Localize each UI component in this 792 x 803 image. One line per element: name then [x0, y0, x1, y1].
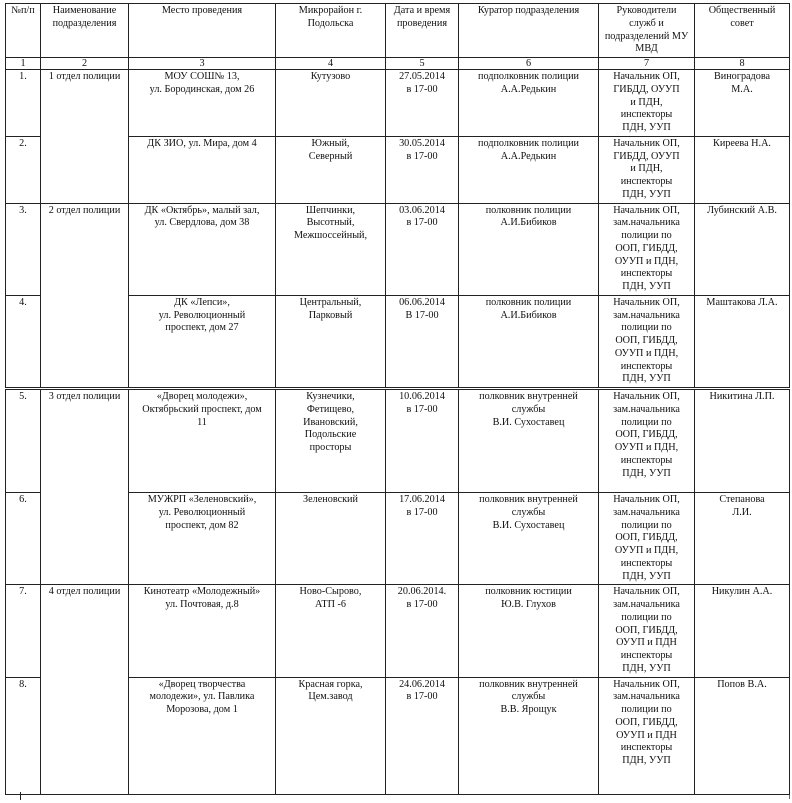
cell-line: 10.06.2014 — [399, 391, 445, 402]
cell-line: полиции по — [621, 230, 672, 241]
cell-line: просторы — [309, 442, 352, 453]
cell-line: инспекторы — [620, 176, 673, 187]
cell-line: полковник внутренней — [479, 678, 578, 690]
cell-line: ООП, ГИБДД, — [615, 429, 678, 441]
district-cell — [276, 389, 386, 493]
cell-line: 06.06.2014 — [399, 296, 445, 308]
cell-line: молодежи», ул. Павлика — [149, 691, 255, 703]
row-number: 6. — [6, 493, 41, 585]
cell-line: ПДН, УУП — [622, 662, 671, 674]
cell-line: инспекторы — [620, 650, 673, 661]
place-cell — [129, 136, 276, 203]
cell-line: полковник внутренней — [479, 494, 578, 505]
cell-line: полиции по — [621, 416, 672, 428]
cell-line: Фетищево, — [306, 403, 355, 415]
cell-line: 03.06.2014 — [399, 204, 445, 216]
council-cell — [695, 70, 790, 137]
cell-line: А.И.Бибиков — [500, 309, 557, 321]
district-cell — [276, 70, 386, 137]
cell-line: ООП, ГИБДД, — [615, 242, 678, 254]
cell-line: ул. Свердлова, дом 38 — [154, 217, 250, 229]
cell-line: Начальник ОП, — [613, 71, 680, 82]
curator-cell — [459, 389, 599, 493]
cell-line: Межшоссейный, — [293, 230, 368, 241]
cell-line: подполковник полиции — [478, 71, 579, 82]
cell-line: и ПДН, — [630, 163, 663, 175]
cell-line: ПДН, УУП — [622, 755, 671, 766]
cell-line: полиции по — [621, 519, 672, 531]
cell-line: Ивановский, — [303, 416, 358, 428]
table-row — [6, 203, 790, 295]
cell-line: Никулин А.А. — [711, 586, 773, 598]
cell-line: в 17-00 — [406, 83, 438, 95]
events-table — [5, 3, 790, 795]
unit-cell: 3 отдел полиции — [41, 389, 129, 585]
district-cell — [276, 203, 386, 295]
cell-line: МОУ СОШ№ 13, — [164, 71, 240, 82]
district-cell — [276, 295, 386, 388]
row-number: 7. — [6, 585, 41, 677]
column-numbers-row — [6, 58, 790, 70]
cell-line: «Дворец творчества — [158, 678, 246, 690]
leaders-cell — [599, 389, 695, 493]
row-number: 5. — [6, 389, 41, 493]
cell-line: А.А.Редькин — [500, 83, 557, 95]
cell-line: инспекторы — [620, 360, 673, 372]
cell-line: проспект, дом 82 — [165, 519, 239, 531]
place-cell — [129, 389, 276, 493]
cell-line: «Дворец молодежи», — [156, 391, 248, 402]
cell-line: службы — [511, 691, 546, 703]
cell-line: Цем.завод — [308, 691, 353, 703]
leaders-cell — [599, 677, 695, 794]
council-cell — [695, 493, 790, 585]
cell-line: зам.начальника — [613, 217, 680, 229]
leaders-cell — [599, 136, 695, 203]
cell-line: службы — [511, 403, 546, 415]
curator-cell — [459, 677, 599, 794]
cell-line: А.А.Редькин — [500, 150, 557, 162]
cell-line: полиции по — [621, 322, 672, 334]
cell-line: службы — [511, 506, 546, 518]
cell-line: ДК «Лепси», — [174, 296, 230, 308]
cell-line: Ю.В. Глухов — [501, 599, 556, 610]
cell-line: ОУУП и ПДН, — [614, 442, 679, 453]
table-row — [6, 389, 790, 493]
cell-line: полиции по — [621, 704, 672, 715]
cell-line: Попов В.А. — [717, 678, 767, 690]
row-number: 2. — [6, 136, 41, 203]
cell-line: ООП, ГИБДД, — [615, 532, 678, 544]
cell-line: в 17-00 — [406, 150, 438, 162]
row-number: 3. — [6, 203, 41, 295]
district-cell — [276, 677, 386, 794]
unit-cell: 1 отдел полиции — [41, 70, 129, 204]
cell-line: полковник полиции — [485, 296, 572, 308]
curator-cell — [459, 136, 599, 203]
place-cell — [129, 295, 276, 388]
column-number: 7 — [599, 58, 695, 70]
cell-line: полковник юстиции — [485, 586, 572, 598]
cell-line: в 17-00 — [406, 403, 438, 415]
cell-line: ул. Бородинская, дом 26 — [149, 83, 255, 95]
council-cell — [695, 677, 790, 794]
cell-line: В 17-00 — [405, 309, 439, 321]
cell-line: Центральный, — [299, 296, 362, 308]
cell-line: МУЖРП «Зеленовский», — [147, 494, 257, 505]
cell-line: Высотный, — [306, 217, 355, 229]
header-leaders: Руководители служб и подразделений МУ МВД — [599, 4, 695, 58]
cell-line: Начальник ОП, — [613, 296, 680, 308]
cell-line: ГИБДД, ОУУП — [613, 83, 680, 95]
datetime-cell — [386, 677, 459, 794]
cell-line: Ново-Сырово, — [299, 586, 362, 598]
cell-line: полковник внутренней — [479, 391, 578, 402]
cell-line: Начальник ОП, — [613, 678, 680, 690]
council-cell — [695, 389, 790, 493]
unit-cell: 4 отдел полиции — [41, 585, 129, 794]
cell-line: Октябрьский проспект, дом — [142, 403, 262, 415]
cell-line: ПДН, УУП — [622, 570, 671, 582]
leaders-cell — [599, 585, 695, 677]
curator-cell — [459, 585, 599, 677]
cell-line: В.В. Ярощук — [500, 704, 557, 715]
cell-line: Северный — [308, 150, 353, 162]
leaders-cell — [599, 493, 695, 585]
cell-line: ПДН, УУП — [622, 188, 671, 200]
cell-line: Подольские — [304, 429, 357, 441]
cell-line: 20.06.2014. — [397, 586, 447, 598]
council-cell — [695, 203, 790, 295]
cell-line: инспекторы — [620, 557, 673, 569]
cell-line: в 17-00 — [406, 217, 438, 229]
header-place: Место проведения — [129, 4, 276, 58]
row-number: 1. — [6, 70, 41, 137]
council-cell — [695, 136, 790, 203]
cell-line: 11 — [197, 416, 207, 428]
place-cell — [129, 493, 276, 585]
cell-line: зам.начальника — [613, 506, 680, 518]
cell-line: полковник полиции — [485, 204, 572, 216]
cell-line: Начальник ОП, — [613, 204, 680, 216]
unit-cell: 2 отдел полиции — [41, 203, 129, 389]
cell-line: ул. Революционный — [158, 309, 246, 321]
cell-line: ПДН, УУП — [622, 281, 671, 292]
page-edge-mark — [789, 795, 790, 799]
column-number: 3 — [129, 58, 276, 70]
cell-line: ОУУП и ПДН, — [614, 545, 679, 556]
cell-line: Начальник ОП, — [613, 586, 680, 598]
cell-line: инспекторы — [620, 268, 673, 280]
cell-line: Начальник ОП, — [613, 391, 680, 402]
cell-line: Морозова, дом 1 — [166, 704, 238, 715]
cell-line: ООП, ГИБДД, — [615, 716, 678, 728]
district-cell — [276, 136, 386, 203]
header-num: №п/п — [6, 4, 41, 58]
datetime-cell — [386, 203, 459, 295]
cell-line: полиции по — [621, 611, 672, 623]
place-cell — [129, 677, 276, 794]
cell-line: Кинотеатр «Молодежный» — [143, 586, 261, 598]
cell-line: Никитина Л.П. — [709, 391, 775, 402]
header-council: Общественный совет — [695, 4, 790, 58]
cell-line: М.А. — [731, 83, 753, 95]
cell-line: инспекторы — [620, 742, 673, 754]
cell-line: ул. Революционный — [158, 506, 246, 518]
cell-line: Киреева Н.А. — [713, 137, 771, 149]
cell-line: ОУУП и ПДН — [616, 729, 677, 741]
council-cell — [695, 585, 790, 677]
cell-line: Начальник ОП, — [613, 137, 680, 149]
table-row — [6, 70, 790, 137]
datetime-cell — [386, 136, 459, 203]
cell-line: В.И. Сухоставец — [492, 519, 565, 531]
district-cell — [276, 585, 386, 677]
column-number: 4 — [276, 58, 386, 70]
column-number: 6 — [459, 58, 599, 70]
cell-line: зам.начальника — [613, 403, 680, 415]
cell-line: Шепчинки, — [305, 204, 356, 216]
table-row — [6, 585, 790, 677]
leaders-cell — [599, 203, 695, 295]
datetime-cell — [386, 389, 459, 493]
place-cell — [129, 203, 276, 295]
curator-cell — [459, 70, 599, 137]
cell-line: Кутузово — [310, 71, 351, 82]
cell-line: ПДН, УУП — [622, 122, 671, 133]
cell-line: ГИБДД, ОУУП — [613, 150, 680, 162]
cell-line: инспекторы — [620, 454, 673, 466]
leaders-cell — [599, 70, 695, 137]
row-number: 4. — [6, 295, 41, 388]
cell-line: Лубинский А.В. — [707, 204, 777, 216]
cell-line: АТП -6 — [314, 599, 347, 610]
district-cell — [276, 493, 386, 585]
cell-line: подполковник полиции — [478, 137, 579, 149]
cell-line: Зеленовский — [303, 494, 358, 505]
cell-line: Маштакова Л.А. — [706, 296, 778, 308]
row-number: 8. — [6, 677, 41, 794]
cell-line: ОУУП и ПДН — [616, 637, 677, 649]
cell-line: В.И. Сухоставец — [492, 416, 565, 428]
cell-line: Красная горка, — [298, 678, 363, 690]
cell-line: А.И.Бибиков — [500, 217, 557, 229]
cell-line: 27.05.2014 — [399, 71, 445, 82]
cell-line: зам.начальника — [613, 599, 680, 610]
curator-cell — [459, 203, 599, 295]
cell-line: ООП, ГИБДД, — [615, 335, 678, 346]
cell-line: в 17-00 — [406, 691, 438, 703]
cell-line: Начальник ОП, — [613, 494, 680, 505]
cell-line: зам.начальника — [613, 691, 680, 703]
leaders-cell — [599, 295, 695, 388]
cell-line: ОУУП и ПДН, — [614, 347, 679, 359]
cell-line: Парковый — [308, 309, 353, 321]
cell-line: в 17-00 — [406, 506, 438, 518]
datetime-cell — [386, 70, 459, 137]
column-number: 8 — [695, 58, 790, 70]
cell-line: ДК «Октябрь», малый зал, — [144, 204, 260, 216]
cell-line: 30.05.2014 — [399, 137, 445, 149]
cell-line: ПДН, УУП — [622, 373, 671, 385]
column-number: 1 — [6, 58, 41, 70]
cell-line: зам.начальника — [613, 309, 680, 321]
datetime-cell — [386, 493, 459, 585]
council-cell — [695, 295, 790, 388]
curator-cell — [459, 493, 599, 585]
curator-cell — [459, 295, 599, 388]
cell-line: Виноградова — [713, 71, 771, 82]
cell-line: проспект, дом 27 — [165, 322, 239, 334]
cell-line: ДК ЗИО, ул. Мира, дом 4 — [147, 137, 257, 149]
place-cell — [129, 585, 276, 677]
column-number: 2 — [41, 58, 129, 70]
header-district: Микрорайон г. Подольска — [276, 4, 386, 58]
cell-line: Кузнечики, — [306, 391, 355, 402]
datetime-cell — [386, 585, 459, 677]
cell-line: ООП, ГИБДД, — [615, 624, 678, 636]
cell-line: Л.И. — [732, 506, 752, 518]
page-edge-mark — [20, 792, 21, 800]
column-number: 5 — [386, 58, 459, 70]
place-cell — [129, 70, 276, 137]
header-unit: Наименование подразделения — [41, 4, 129, 58]
cell-line: Южный, — [311, 137, 350, 149]
cell-line: ОУУП и ПДН, — [614, 255, 679, 267]
cell-line: инспекторы — [620, 109, 673, 121]
cell-line: ПДН, УУП — [622, 467, 671, 479]
cell-line: в 17-00 — [406, 599, 438, 610]
cell-line: ул. Почтовая, д.8 — [165, 599, 239, 610]
cell-line: 17.06.2014 — [399, 494, 445, 505]
datetime-cell — [386, 295, 459, 388]
cell-line: 24.06.2014 — [399, 678, 445, 690]
header-row — [6, 4, 790, 58]
header-curator: Куратор подразделения — [459, 4, 599, 58]
cell-line: Степанова — [719, 494, 765, 505]
cell-line: и ПДН, — [630, 96, 663, 108]
header-datetime: Дата и время проведения — [386, 4, 459, 58]
